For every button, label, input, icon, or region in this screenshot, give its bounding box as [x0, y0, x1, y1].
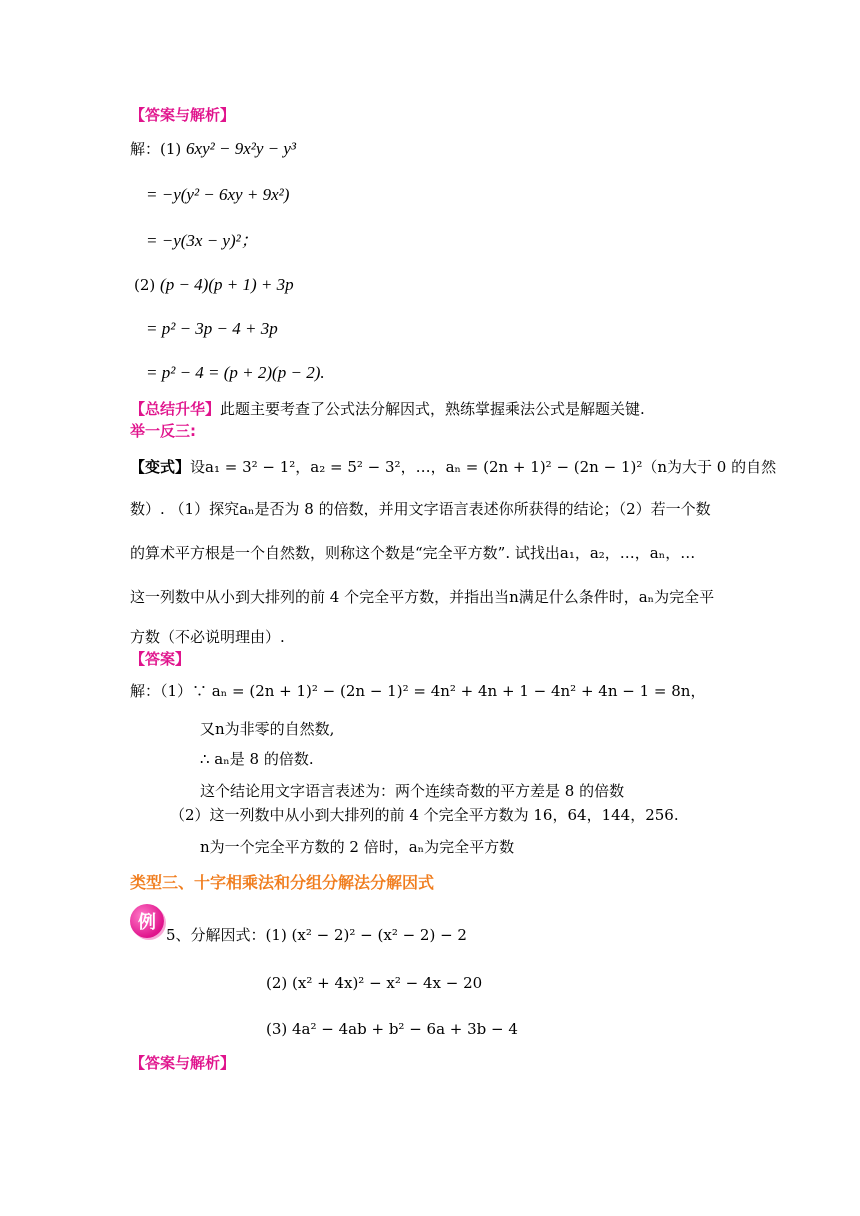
answer-analysis-tag: 【答案与解析】: [130, 106, 236, 124]
answer-line-6: n为一个完全平方数的 2 倍时，aₙ为完全平方数: [200, 838, 515, 856]
example-line-3: (3) 4a² − 4ab + b² − 6a + 3b − 4: [266, 1020, 518, 1038]
expr-2: = −y(y² − 6xy + 9x²): [146, 185, 290, 204]
solution-line-1: [130, 138, 296, 160]
solution-line-part2: [134, 274, 294, 296]
answer-tag: 【答案】: [130, 650, 191, 668]
summary-line: [130, 398, 645, 420]
expr-1: 6xy² − 9x²y − y³: [186, 139, 296, 158]
expr-4: (p − 4)(p + 1) + 3p: [160, 275, 294, 294]
variant-tag: 【变式】: [130, 458, 191, 476]
extend-title: 举一反三:: [130, 422, 196, 440]
answer-line-2: 又n为非零的自然数,: [200, 720, 335, 738]
answer-line-3: ∴ aₙ是 8 的倍数.: [200, 750, 314, 768]
part2-label: (2): [134, 276, 156, 294]
variant-line-5: 方数（不必说明理由）.: [130, 628, 285, 646]
variant-text-1: 设a₁ = 3² − 1²，a₂ = 5² − 3²，…，aₙ = (2n + 1)² − (2n − 1)²（n为大于 0 的自然: [190, 458, 777, 476]
expr-5: = p² − 3p − 4 + 3p: [146, 319, 278, 338]
example-line-2: (2) (x² + 4x)² − x² − 4x − 20: [266, 974, 483, 992]
expr-3: = −y(3x − y)²；: [146, 231, 258, 250]
variant-line-3: 的算术平方根是一个自然数，则称这个数是“完全平方数”. 试找出a₁，a₂，…，aₙ，…: [130, 544, 696, 562]
variant-line-2: 数）. （1）探究aₙ是否为 8 的倍数，并用文字语言表述你所获得的结论；（2）若一个数: [130, 500, 711, 518]
summary-tag: 【总结升华】: [130, 400, 221, 418]
expr-6: = p² − 4 = (p + 2)(p − 2).: [146, 363, 325, 382]
answer-line-4: 这个结论用文字语言表述为：两个连续奇数的平方差是 8 的倍数: [200, 782, 625, 800]
answer-analysis-tag-2: 【答案与解析】: [130, 1054, 236, 1072]
variant-line-4: 这一列数中从小到大排列的前 4 个完全平方数，并指出当n满足什么条件时，aₙ为完全平: [130, 588, 715, 606]
answer-line-1: 解：（1）∵ aₙ = (2n + 1)² − (2n − 1)² = 4n² + 4n + 1 − 4n² + 4n − 1 = 8n，: [130, 682, 706, 700]
answer-line-5: （2）这一列数中从小到大排列的前 4 个完全平方数为 16，64，144，256.: [170, 806, 679, 824]
variant-line-1: [130, 456, 776, 478]
example-line-1: 5、分解因式：(1) (x² − 2)² − (x² − 2) − 2: [166, 926, 467, 944]
example-badge: 例: [130, 904, 164, 938]
summary-text: 此题主要考查了公式法分解因式，熟练掌握乘法公式是解题关键.: [220, 400, 645, 418]
solution-intro: 解：(1): [130, 140, 182, 158]
section-heading: 类型三、十字相乘法和分组分解法分解因式: [130, 873, 435, 892]
